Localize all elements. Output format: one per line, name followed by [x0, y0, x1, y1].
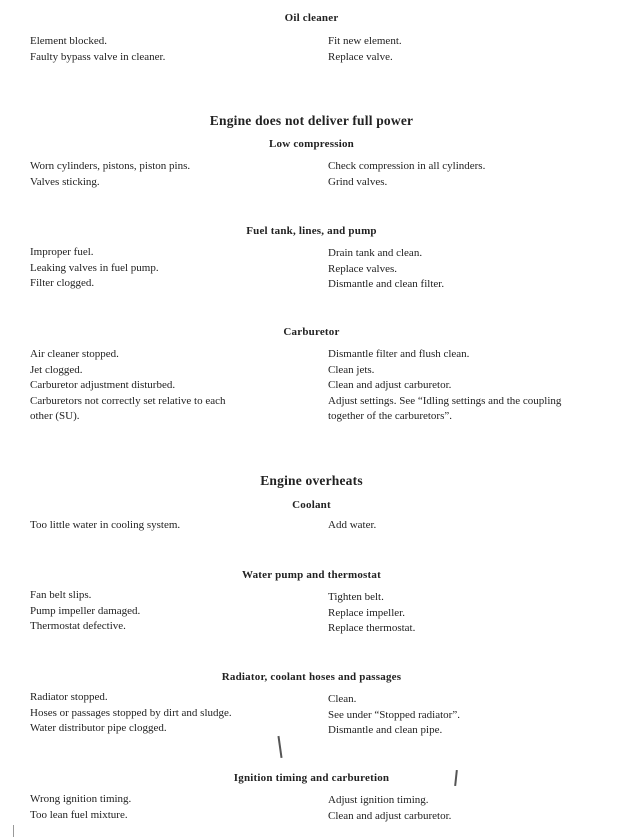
section-heading: Carburetor	[283, 326, 340, 338]
remedy-item: Tighten belt.	[328, 591, 384, 603]
cause-item: Element blocked.	[30, 35, 107, 47]
remedies-list	[328, 692, 618, 739]
remedies-list	[328, 159, 618, 190]
remedy-item: Dismantle filter and flush clean.	[328, 348, 470, 360]
scan-mark	[277, 736, 282, 758]
remedies-list	[328, 793, 618, 824]
scan-mark	[13, 825, 14, 837]
remedy-item: Adjust ignition timing.	[328, 794, 429, 806]
causes-list	[30, 34, 300, 65]
cause-item: Valves sticking.	[30, 175, 100, 188]
remedies-list	[328, 347, 618, 425]
cause-item: Filter clogged.	[30, 277, 95, 289]
section-heading: Oil cleaner	[284, 12, 339, 24]
causes-list	[30, 588, 300, 635]
section-heading: Radiator, coolant hoses and passages	[221, 671, 402, 683]
remedy-item: Add water.	[328, 519, 377, 531]
section-heading: Fuel tank, lines, and pump	[246, 225, 377, 237]
cause-item: Water distributor pipe clogged.	[30, 722, 167, 734]
cause-item: Hoses or passages stopped by dirt and sludge.	[30, 706, 232, 719]
remedy-item: Replace impeller.	[328, 606, 405, 619]
cause-item: Improper fuel.	[30, 246, 94, 258]
remedy-item: Clean.	[328, 693, 357, 705]
section-heading: Low compression	[269, 138, 354, 150]
cause-item: Carburetors not correctly set relative to each	[30, 394, 226, 407]
remedy-item: Replace valve.	[328, 50, 393, 63]
remedy-item: Check compression in all cylinders.	[328, 160, 486, 172]
cause-item: Wrong ignition timing.	[30, 793, 132, 805]
cause-item: Pump impeller damaged.	[30, 604, 141, 617]
remedy-item: Adjust settings. See “Idling settings and the coupling	[328, 394, 562, 407]
remedies-list	[328, 518, 618, 534]
section-heading: Water pump and thermostat	[242, 569, 381, 581]
section-heading: Coolant	[292, 499, 331, 511]
causes-list	[30, 347, 300, 425]
remedy-item: Replace thermostat.	[328, 622, 416, 634]
cause-item: Too little water in cooling system.	[30, 519, 181, 531]
causes-list	[30, 159, 300, 190]
remedy-item: Dismantle and clean filter.	[328, 278, 445, 290]
remedy-item: together of the carburetors”.	[328, 410, 452, 422]
cause-item: Leaking valves in fuel pump.	[30, 261, 159, 274]
cause-item: other (SU).	[30, 410, 80, 422]
cause-item: Faulty bypass valve in cleaner.	[30, 50, 166, 63]
remedies-list	[328, 590, 618, 637]
cause-item: Radiator stopped.	[30, 691, 108, 703]
cause-item: Worn cylinders, pistons, piston pins.	[30, 160, 191, 172]
remedy-item: Fit new element.	[328, 35, 402, 47]
cause-item: Fan belt slips.	[30, 589, 92, 601]
causes-list	[30, 245, 300, 292]
remedy-item: Dismantle and clean pipe.	[328, 724, 443, 736]
causes-list	[30, 792, 300, 823]
remedy-item: See under “Stopped radiator”.	[328, 708, 460, 721]
main-heading: Engine overheats	[260, 473, 363, 488]
cause-item: Carburetor adjustment disturbed.	[30, 379, 176, 391]
remedy-item: Replace valves.	[328, 262, 398, 275]
main-heading: Engine does not deliver full power	[209, 113, 414, 128]
remedy-item: Grind valves.	[328, 175, 388, 188]
remedy-item: Clean jets.	[328, 363, 375, 376]
remedy-item: Clean and adjust carburetor.	[328, 379, 452, 391]
remedy-item: Drain tank and clean.	[328, 247, 423, 259]
cause-item: Air cleaner stopped.	[30, 348, 119, 360]
causes-list	[30, 518, 300, 534]
remedies-list	[328, 246, 618, 293]
cause-item: Jet clogged.	[30, 363, 83, 376]
section-heading: Ignition timing and carburetion	[233, 772, 390, 784]
cause-item: Too lean fuel mixture.	[30, 808, 128, 821]
remedies-list	[328, 34, 618, 65]
cause-item: Thermostat defective.	[30, 620, 126, 632]
causes-list	[30, 690, 300, 737]
remedy-item: Clean and adjust carburetor.	[328, 809, 452, 822]
